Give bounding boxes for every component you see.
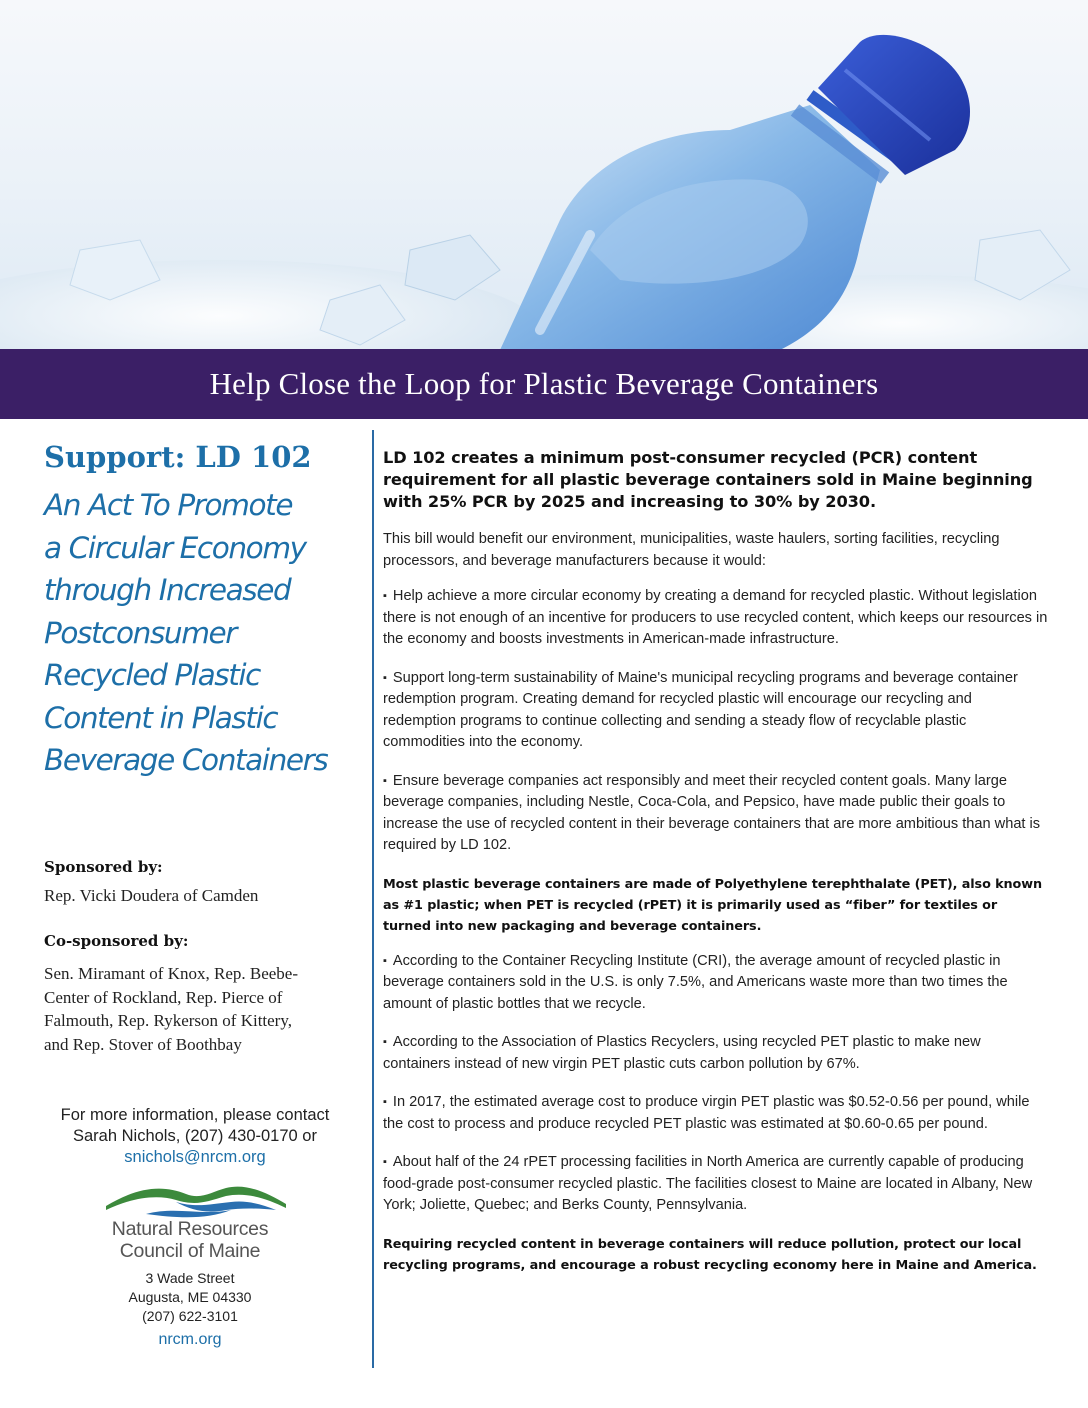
- act-title-line: through Increased: [44, 573, 291, 607]
- contact-line: Sarah Nichols, (207) 430-0170 or: [73, 1127, 317, 1145]
- hero-photo-bottle-on-ice: [0, 0, 1088, 350]
- bullet-text: About half of the 24 rPET processing facilities in North America are currently capable of producing food-grade post-consumer recycled plastic. The facilities closest to Maine are located in Albany, New York; Joliette, Quebec; and Berks County, Pennsylvania.: [383, 1154, 1033, 1213]
- cosponsor-line: Center of Rockland, Rep. Pierce of: [44, 987, 283, 1007]
- column-divider: [372, 430, 374, 1368]
- left-column: [44, 440, 370, 782]
- act-title-line: a Circular Economy: [44, 530, 306, 565]
- intro-paragraph: This bill would benefit our environment, municipalities, waste haulers, sorting facilities, recycling processors, and beverage manufacturers because it would:: [383, 531, 1000, 569]
- benefit-bullet: [383, 771, 1048, 857]
- bullet-marker-icon: ▪: [383, 1156, 387, 1168]
- bullet-marker-icon: ▪: [383, 671, 387, 684]
- contact-line: For more information, please contact: [60, 1106, 330, 1124]
- org-name: [90, 1218, 290, 1262]
- cosponsor-line: Falmouth, Rep. Rykerson of Kittery,: [44, 1011, 292, 1030]
- sponsor-name: Rep. Vicki Doudera of Camden: [44, 886, 259, 905]
- org-address: [90, 1269, 290, 1349]
- fact-bullet: [383, 1092, 1048, 1135]
- cosponsored-heading: Co-sponsored by:: [44, 932, 189, 950]
- address-line: 3 Wade Street: [145, 1270, 235, 1286]
- title-banner: [0, 349, 1088, 419]
- benefit-bullet: [383, 586, 1048, 651]
- bullet-text: Support long-term sustainability of Maine's municipal recycling programs and beverage container redemption program. Creating demand for recycled plastic will encourage our recycling and redemption programs to continue collecting and sending a steady flow of recyclable plastic commodities into the economy.: [383, 669, 1018, 750]
- act-title-line: Recycled Plastic: [44, 658, 261, 692]
- bullet-marker-icon: ▪: [383, 774, 387, 787]
- cosponsor-line: Sen. Miramant of Knox, Rep. Beebe-: [44, 964, 298, 983]
- website-link[interactable]: nrcm.org: [158, 1331, 222, 1348]
- org-name-line: Natural Resources: [111, 1218, 269, 1240]
- act-title-line: Content in Plastic: [44, 700, 278, 735]
- contact-email-link[interactable]: snichols@nrcm.org: [124, 1148, 266, 1166]
- lead-statement: LD 102 creates a minimum post-consumer recycled (PCR) content requirement for all plastic beverage containers sold in Maine beginning with 25% PCR by 2025 and increasing to 30% by 2030.: [383, 448, 1033, 511]
- bullet-text: In 2017, the estimated average cost to produce virgin PET plastic was $0.52-0.56 per pound, while the cost to process and produce recycled PET plastic was estimated at $0.60-0.65 per pound.: [383, 1094, 1030, 1132]
- support-heading: Support: LD 102: [44, 440, 312, 474]
- benefit-bullet: [383, 668, 1048, 754]
- bullet-text: According to the Association of Plastics Recyclers, using recycled PET plastic to make new containers instead of new virgin PET plastic cuts carbon pollution by 67%.: [383, 1034, 981, 1072]
- fact-bullet: [383, 1152, 1048, 1217]
- cosponsor-list: [44, 962, 370, 1056]
- bullet-marker-icon: ▪: [383, 954, 387, 967]
- act-title-line: Postconsumer: [44, 615, 237, 650]
- fact-bullet: [383, 1032, 1048, 1075]
- bullet-marker-icon: ▪: [383, 1096, 387, 1108]
- sponsored-heading: Sponsored by:: [44, 858, 163, 876]
- cosponsor-line: and Rep. Stover of Boothbay: [44, 1034, 242, 1054]
- org-name-line: Council of Maine: [119, 1240, 261, 1262]
- nrcm-logo-mountains-icon: [106, 1180, 286, 1220]
- act-title-line: An Act To Promote: [44, 488, 293, 522]
- contact-info: [30, 1105, 360, 1168]
- bullet-text: According to the Container Recycling Institute (CRI), the average amount of recycled plastic in beverage containers sold in the U.S. is only 7.5%, and Americans waste more than two times the amount of plastic bottles that we recycle.: [383, 952, 1008, 1012]
- closing-statement: Requiring recycled content in beverage containers will reduce pollution, protect our local recycling programs, and encourage a robust recycling economy here in Maine and America.: [383, 1236, 1037, 1273]
- bullet-text: Ensure beverage companies act responsibly and meet their recycled content goals. Many large beverage companies, including Nestle, Coca-Cola, and Pepsico, have made public their goals to increase the use of recycled content in their beverage containers that are more ambitious than what is required by LD 102.: [383, 772, 1041, 853]
- act-title-line: Beverage Containers: [44, 743, 328, 777]
- right-column: [383, 447, 1048, 1290]
- act-title: [44, 484, 370, 782]
- address-phone: (207) 622-3101: [142, 1308, 238, 1324]
- pet-note: Most plastic beverage containers are made of Polyethylene terephthalate (PET), also known as #1 plastic; when PET is recycled (rPET) it is primarily used as “fiber” for textiles or turned into new packaging and beverage containers.: [383, 876, 1042, 934]
- page-title: Help Close the Loop for Plastic Beverage Containers: [209, 366, 879, 401]
- bullet-marker-icon: ▪: [383, 590, 387, 602]
- address-line: Augusta, ME 04330: [128, 1289, 252, 1305]
- bullet-marker-icon: ▪: [383, 1036, 387, 1048]
- fact-bullet: [383, 951, 1048, 1016]
- bullet-text: Help achieve a more circular economy by creating a demand for recycled plastic. Without legislation there is not enough of an incentive for producers to use recycled content, which keeps our resources in the economy and boosts investments in American-made infrastructure.: [383, 588, 1048, 647]
- bottle-illustration: [0, 0, 1088, 350]
